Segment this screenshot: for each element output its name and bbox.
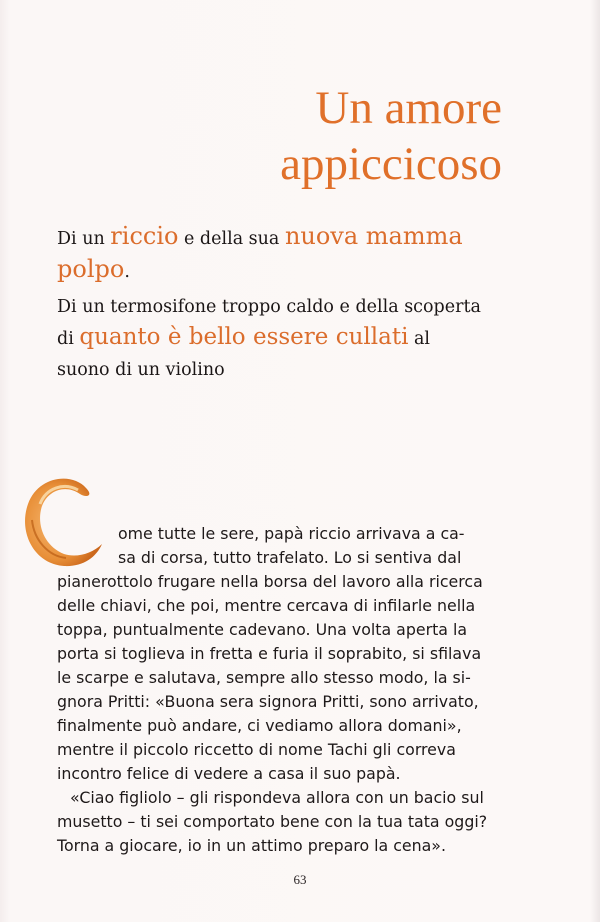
orange-brush-c-icon (20, 474, 106, 570)
text-line: musetto – ti sei comportato bene con la tua tata oggi? (57, 812, 488, 831)
subtitle-highlight: quanto è bello essere cullati (79, 324, 409, 350)
subtitle-highlight: polpo (57, 255, 125, 283)
chapter-title-line-2: appiccicoso (280, 138, 502, 190)
subtitle-line-3: Di un termosifone troppo caldo e della scoperta (57, 297, 481, 317)
chapter-title-line-1: Un amore (315, 82, 502, 134)
subtitle-text: e della sua (178, 229, 285, 249)
subtitle-line-4 (57, 324, 557, 350)
text-line: sa di corsa, tutto trafelato. Lo si sentiva dal (118, 548, 462, 567)
text-line: «Ciao figliolo – gli rispondeva allora con un bacio sul (70, 788, 484, 807)
text-line: incontro felice di vedere a casa il suo papà. (57, 764, 401, 783)
subtitle-text: Di un (57, 229, 111, 249)
text-line: Torna a giocare, io in un attimo preparo la cena». (57, 836, 446, 855)
subtitle-text: . (124, 262, 130, 282)
text-line: delle chiavi, che poi, mentre cercava di infilarle nella (57, 596, 476, 615)
text-line: gnora Pritti: «Buona sera signora Pritti, sono arrivato, (57, 692, 479, 711)
text-line: mentre il piccolo riccetto di nome Tachi gli correva (57, 740, 456, 759)
subtitle-highlight: nuova mamma (284, 222, 463, 250)
subtitle-line-2 (57, 255, 557, 283)
subtitle-text: di (57, 329, 80, 349)
page-number: 63 (293, 872, 307, 887)
chapter-title (172, 80, 502, 192)
subtitle-text: al (408, 329, 431, 349)
text-line: le scarpe e salutava, sempre allo stesso modo, la si- (57, 668, 471, 687)
text-line: pianerottolo frugare nella borsa del lavoro alla ricerca (57, 572, 483, 591)
text-line: ome tutte le sere, papà riccio arrivava a ca- (118, 524, 465, 543)
subtitle-highlight: riccio (110, 222, 179, 250)
text-line: porta si toglieva in fretta e furia il soprabito, si sfilava (57, 644, 482, 663)
subtitle-line-1 (57, 222, 557, 250)
text-line: finalmente può andare, ci vediamo allora domani», (57, 716, 462, 735)
subtitle-line-5: suono di un violino (57, 360, 225, 380)
text-line: toppa, puntualmente cadevano. Una volta aperta la (57, 620, 468, 639)
